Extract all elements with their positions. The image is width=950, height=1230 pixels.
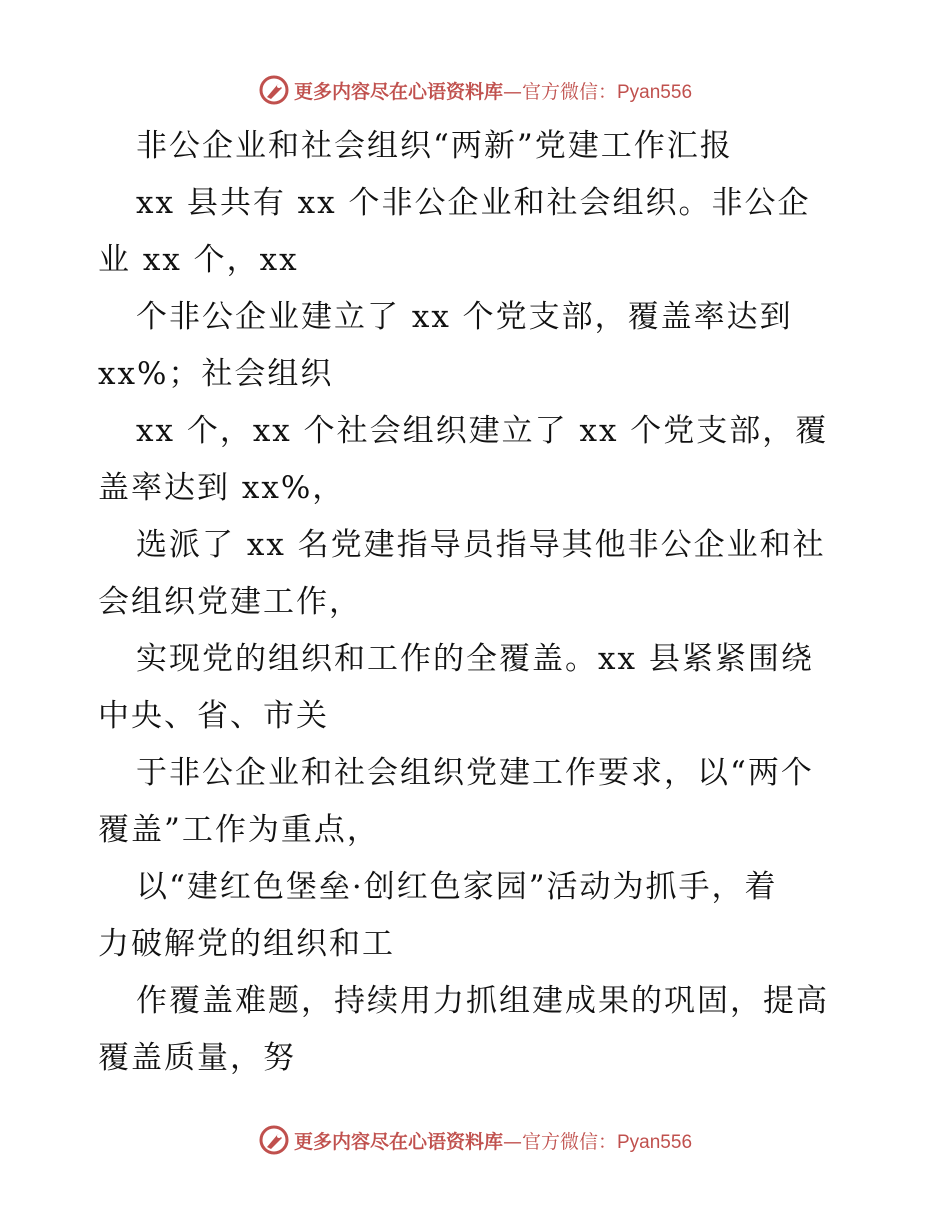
banner-main-text: 更多内容尽在心语资料库 [293, 80, 503, 103]
paragraph-line: 个非公企业建立了 xx 个党支部，覆盖率达到 [136, 299, 793, 335]
footer-watermark-banner [0, 1118, 950, 1162]
paragraph-line: 作覆盖难题，持续用力抓组建成果的巩固，提高 [136, 983, 829, 1019]
banner-main-text: 更多内容尽在心语资料库 [293, 1130, 503, 1153]
banner-dash: — [502, 1130, 522, 1153]
paragraph-line: 会组织党建工作， [98, 584, 362, 620]
paragraph-line: 覆盖质量，努 [98, 1040, 296, 1076]
paragraph-line: 实现党的组织和工作的全覆盖。xx 县紧紧围绕 [136, 641, 814, 677]
paragraph-line: xx%；社会组织 [98, 356, 334, 392]
header-watermark-banner [0, 68, 950, 112]
banner-label: 官方微信： [521, 1130, 617, 1153]
paragraph-line: 盖率达到 xx%， [98, 470, 346, 506]
paragraph-line: 以“建红色堡垒·创红色家园”活动为抓手，着 [136, 869, 778, 905]
paragraph-line: 选派了 xx 名党建指导员指导其他非公企业和社 [136, 527, 826, 563]
paragraph-line: xx 县共有 xx 个非公企业和社会组织。非公企 [136, 185, 811, 221]
banner-label: 官方微信： [521, 80, 617, 103]
paragraph-line: 中央、省、市关 [98, 698, 329, 734]
paragraph-line: 覆盖”工作为重点， [98, 812, 380, 848]
paragraph-line: 力破解党的组织和工 [98, 926, 395, 962]
paragraph-line: 业 xx 个，xx [98, 242, 299, 278]
paragraph-line: xx 个，xx 个社会组织建立了 xx 个党支部，覆 [136, 413, 829, 449]
banner-text [294, 1127, 692, 1154]
pen-nib-circle-icon [258, 74, 290, 106]
pen-nib-circle-icon [258, 1124, 290, 1156]
banner-wechat-id: Pyan556 [617, 81, 693, 103]
document-body [98, 118, 858, 1087]
banner-text [294, 77, 692, 104]
banner-dash: — [502, 80, 522, 103]
banner-wechat-id: Pyan556 [617, 1131, 693, 1153]
document-title: 非公企业和社会组织“两新”党建工作汇报 [136, 128, 733, 164]
paragraph-line: 于非公企业和社会组织党建工作要求，以“两个 [136, 755, 814, 791]
